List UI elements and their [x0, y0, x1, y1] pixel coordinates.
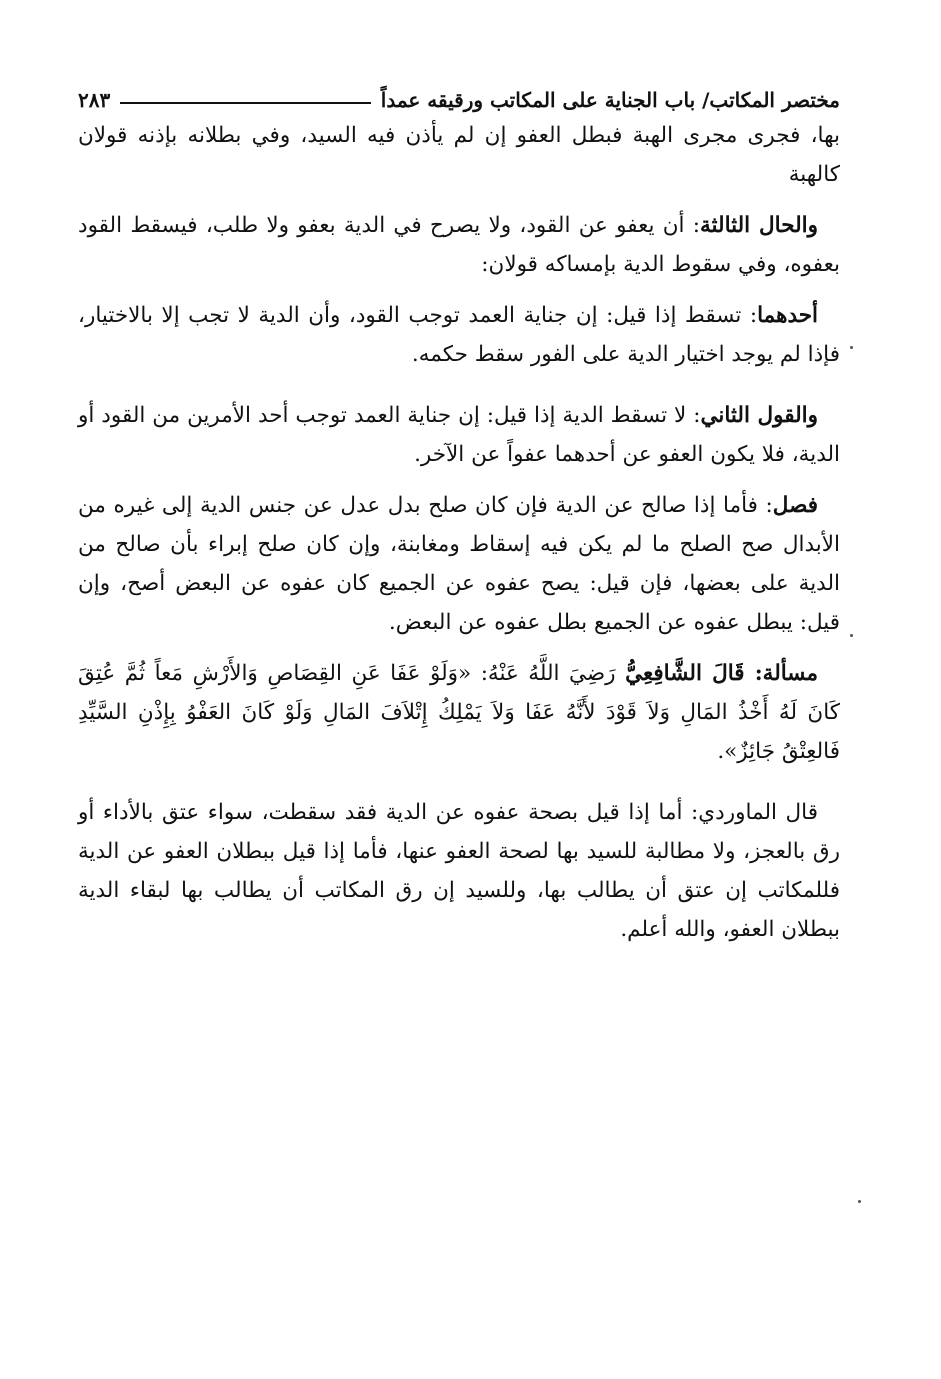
paragraph-second-opinion	[78, 396, 840, 474]
paragraph-text: بها، فجرى مجرى الهبة فبطل العفو إن لم يأذن فيه السيد، وفي بطلانه بإذنه قولان كالهبة	[78, 123, 840, 187]
paragraph-text: : لا تسقط الدية إذا قيل: إن جناية العمد توجب أحد الأمرين من القود أو الدية، فلا يكون العفو عن أحدهما عفواً عن الآخر.	[78, 403, 840, 467]
paragraph-text: قال الماوردي: أما إذا قيل بصحة عفوه عن الدية فقد سقطت، سواء عتق بالأداء أو رق بالعجز، ولا مطالبة للسيد بها لصحة العفو عنها، فأما إذا قيل ببطلان العفو عن الدية فللمكاتب إن عتق أن يطالب بها، وللسيد إن رق المكاتب أن يطالب بها لبقاء الدية ببطلان العفو، والله أعلم.	[78, 800, 840, 942]
paragraph-lead: فصل	[772, 493, 818, 518]
paragraph-text: رَضِيَ اللَّهُ عَنْهُ: «وَلَوْ عَفَا عَنِ القِصَاصِ وَالأَرْشِ مَعاً ثُمَّ عُتِقَ كَانَ لَهُ أَخْذُ المَالِ وَلاَ قَوْدَ لأَنَّهُ عَفَا وَلاَ يَمْلِكُ إِتْلاَفَ المَالِ وَلَوْ كَانَ العَفْوُ بِإِذْنِ السَّيِّدِ فَالعِتْقُ جَائِزٌ».	[78, 661, 840, 764]
page-body	[78, 116, 840, 949]
paragraph-issue-quote	[78, 654, 840, 771]
paragraph-third-case	[78, 206, 840, 284]
paragraph-text: : فأما إذا صالح عن الدية فإن كان صلح بدل عدل عن جنس الدية إلى غيره من الأبدال صح الصلح ما لم يكن فيه إسقاط ومغابنة، وإن كان صلح إبراء بأن صالح من الدية على بعضها، فإن قيل: يصح عفوه عن الجميع كان عفوه عن البعض أصح، وإن قيل: يبطل عفوه عن الجميع بطل عفوه عن البعض.	[78, 493, 840, 635]
paragraph-lead: والحال الثالثة	[700, 213, 818, 238]
paragraph-text: : أن يعفو عن القود، ولا يصرح في الدية بعفو ولا طلب، فيسقط القود بعفوه، وفي سقوط الدية بإمساكه قولان:	[78, 213, 840, 277]
paragraph-first-opinion	[78, 296, 840, 374]
paragraph-lead: مسألة: قَالَ الشَّافِعِيُّ	[625, 661, 818, 686]
paragraph-commentary	[78, 793, 840, 949]
margin-speck	[858, 1200, 861, 1203]
page-number: ٢٨٣	[78, 88, 111, 112]
paragraph-lead: أحدهما	[757, 303, 818, 328]
header-rule	[120, 102, 371, 104]
margin-speck	[850, 634, 853, 637]
paragraph-section	[78, 486, 840, 642]
paragraph-lead: والقول الثاني	[700, 403, 818, 428]
paragraph-text: : تسقط إذا قيل: إن جناية العمد توجب القود، وأن الدية لا تجب إلا بالاختيار، فإذا لم يوجد اختيار الدية على الفور سقط حكمه.	[78, 303, 840, 367]
header-title: مختصر المكاتب/ باب الجناية على المكاتب ورقيقه عمداً	[380, 88, 840, 112]
paragraph-continuation	[78, 116, 840, 194]
margin-speck	[850, 346, 853, 349]
running-header	[78, 72, 840, 112]
